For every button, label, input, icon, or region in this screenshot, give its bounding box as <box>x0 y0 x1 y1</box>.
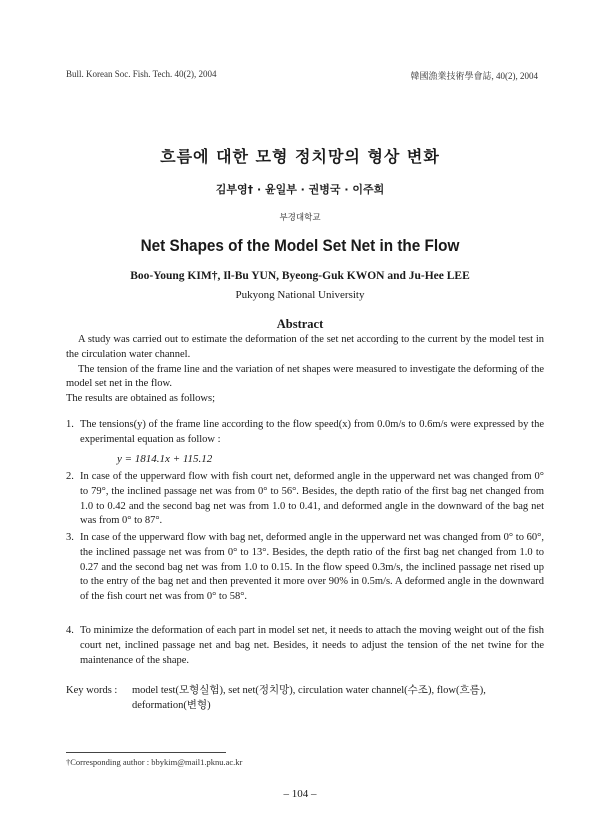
tension-equation: y = 1814.1x + 115.12 <box>117 453 213 465</box>
corresponding-author-footnote: †Corresponding author : bbykim@mail1.pknu.ac.kr <box>66 757 243 767</box>
journal-header-english: Bull. Korean Soc. Fish. Tech. 40(2), 2004 <box>66 69 217 79</box>
abstract-heading: Abstract <box>276 317 324 331</box>
korean-affiliation: 부경대학교 <box>279 213 321 223</box>
result-item <box>66 624 544 668</box>
abstract-paragraph: A study was carried out to estimate the deformation of the set net according to the current by the model test in the circulation water channel. <box>66 334 544 360</box>
abstract-body <box>66 333 544 407</box>
result-number: 3. <box>66 532 74 543</box>
result-number: 2. <box>66 471 74 482</box>
korean-title: 흐름에 대한 모형 정치망의 형상 변화 <box>160 147 440 166</box>
keywords-label: Key words : <box>66 685 118 696</box>
result-text: In case of the upperward flow with bag net, deformed angle in the upperward net was changed from 0° to 60°, the inclined passage net was from 0° to 13°. Besides, the depth ratio of the first bag net changed from 1.0 to 0.27 and the second bag net was from 1.0 to 0.15. In the flow speed 0.3m/s, the inclined passage net rised up to the entry of the bag net and then prevented it more over 90% in 0.5m/s. A deformed angle in the downward of the fish court net was from 0° to 58°. <box>80 532 544 603</box>
result-text: To minimize the deformation of each part in model set net, it needs to attach the moving weight out of the fish court net, inclined passage net and bag net. Besides, it needs to adjust the tension of the net twine for the maintenance of the shape. <box>80 625 544 666</box>
abstract-paragraph: The tension of the frame line and the variation of net shapes were measured to investigate the deforming of the model set net in the flow. <box>66 363 544 390</box>
result-text: The tensions(y) of the frame line according to the flow speed(x) from 0.0m/s to 0.6m/s were expressed by the experimental equation as follow : <box>80 419 544 445</box>
keywords <box>66 684 546 714</box>
abstract-paragraph: The results are obtained as follows; <box>66 393 215 405</box>
english-affiliation: Pukyong National University <box>235 289 365 301</box>
result-item <box>66 531 544 605</box>
page-number: – 104 – <box>283 788 317 800</box>
result-item <box>66 470 544 529</box>
result-text: In case of the upperward flow with fish court net, deformed angle in the upperward net was changed from 0° to 79°, the inclined passage net was from 0° to 56°. Besides, the depth ratio of the first bag net changed from 1.0 to 0.42 and the second bag net was from 1.0 to 0.41, and deformed angle in the downward of the bag net was from 0° to 87°. <box>80 471 544 527</box>
journal-header-korean: 韓國漁業技術學會誌, 40(2), 2004 <box>410 71 538 81</box>
english-title: Net Shapes of the Model Set Net in the Flow <box>140 236 460 255</box>
result-number: 4. <box>66 625 74 636</box>
result-number: 1. <box>66 419 74 430</box>
korean-authors: 김부영† · 윤일부 · 권병국 · 이주희 <box>215 183 385 196</box>
keywords-line: model test(모형실험), set net(정치망), circulation water channel(수조), flow(흐름), <box>132 685 486 696</box>
english-authors: Boo-Young KIM†, Il-Bu YUN, Byeong-Guk KWON and Ju-Hee LEE <box>130 270 470 282</box>
keywords-line: deformation(변형) <box>132 699 211 711</box>
result-item <box>66 418 544 448</box>
footnote-divider <box>66 752 226 753</box>
